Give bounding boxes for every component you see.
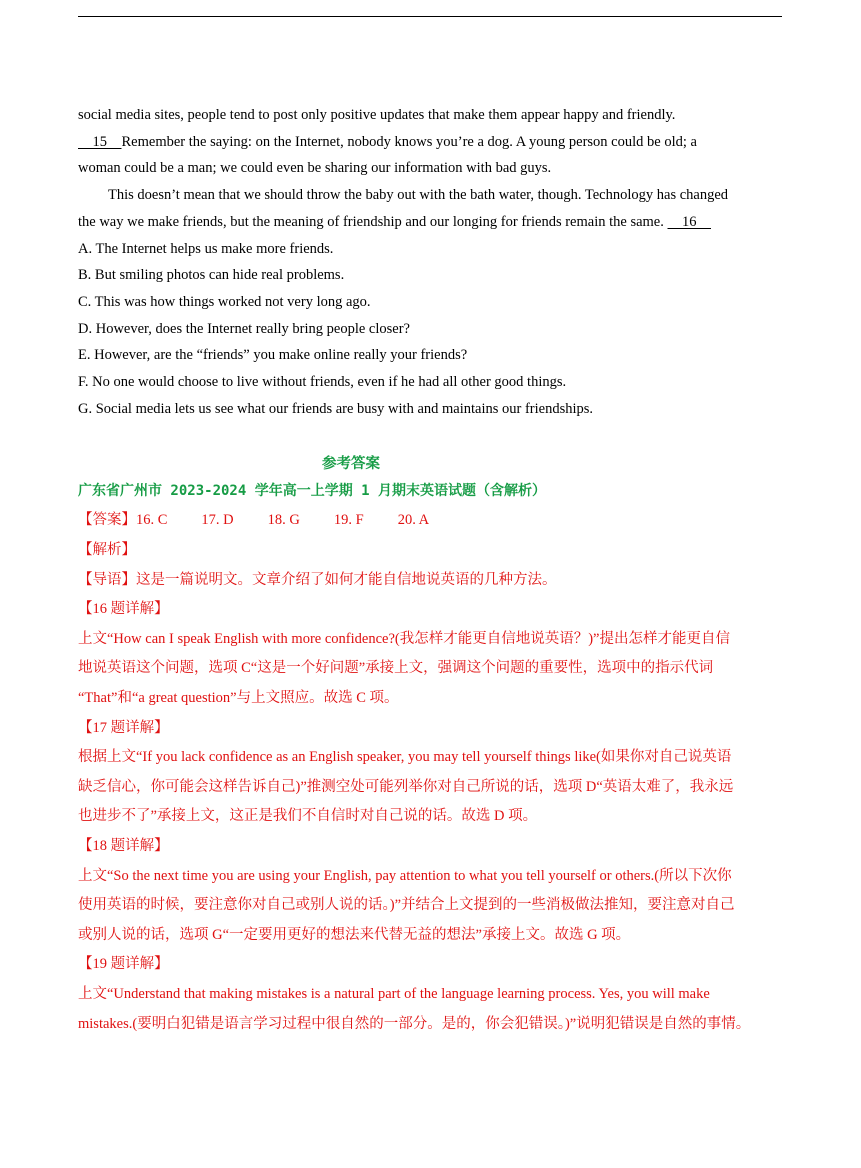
option-a: A. The Internet helps us make more friends. <box>78 240 334 257</box>
option-b: B. But smiling photos can hide real problems. <box>78 267 345 284</box>
q17-line: 缺乏信心，你可能会这样告诉自己)”推测空处可能列举你对自己所说的话，选项 D“英语太难了，我永远 <box>78 778 734 795</box>
blank-15: 15 <box>92 133 107 150</box>
answer-line <box>78 506 784 536</box>
answer-item: 16. C <box>136 512 168 529</box>
intro-text: 这是一篇说明文。文章介绍了如何才能自信地说英语的几种方法。 <box>136 571 557 588</box>
q19-line: 上文“Understand that making mistakes is a natural part of the language learning process. Yes, you will make <box>78 985 710 1002</box>
q16-tag: 【16 题详解】 <box>78 601 169 618</box>
q17-line: 也进步不了”承接上文，这正是我们不自信时对自己说的话。故选 D 项。 <box>78 808 538 825</box>
q18-line: 上文“So the next time you are using your English, pay attention to what you tell yourself or others.(所以下次你 <box>78 867 732 884</box>
option-d: D. However, does the Internet really bring people closer? <box>78 320 410 337</box>
answer-item: 17. D <box>201 512 234 529</box>
q19-tag: 【19 题详解】 <box>78 956 169 973</box>
q16-line: “That”和“a great question”与上文照应。故选 C 项。 <box>78 690 399 706</box>
answer-item: 18. G <box>267 512 300 529</box>
passage-line-blank-15: 15 Remember the saying: on the Internet, nobody knows you’re a dog. A young person could be old; a <box>78 129 784 156</box>
answer-item: 20. A <box>397 512 430 529</box>
q19-line: mistakes.(要明白犯错是语言学习过程中很自然的一部分。是的，你会犯错误。)”说明犯错误是自然的事情。 <box>78 1015 751 1032</box>
intro-tag: 【导语】 <box>78 571 136 588</box>
q18-line: 使用英语的时候，要注意你对自己或别人说的话。)”并结合上文提到的一些消极做法推知，要注意对自己 <box>78 897 735 914</box>
q17-line: 根据上文“If you lack confidence as an English speaker, you may tell yourself things like(如果你对自己说英语 <box>78 749 732 766</box>
header-rule <box>78 16 782 17</box>
intro-line <box>78 566 784 596</box>
answer-tag: 【答案】 <box>78 512 136 529</box>
option-g: G. Social media lets us see what our friends are busy with and maintains our friendships. <box>78 400 594 417</box>
passage-line: woman could be a man; we could even be sharing our information with bad guys. <box>78 160 552 177</box>
option-e: E. However, are the “friends” you make online really your friends? <box>78 347 468 364</box>
option-f: F. No one would choose to live without friends, even if he had all other good things. <box>78 374 567 391</box>
q16-line: 地说英语这个问题，选项 C“这是一个好问题”承接上文，强调这个问题的重要性，选项中的指示代词 <box>78 660 714 677</box>
document-page <box>78 102 784 1039</box>
blank-16: 16 <box>682 213 697 230</box>
q16-line: 上文“How can I speak English with more confidence?(我怎样才能更自信地说英语？)”提出怎样才能更自信 <box>78 630 730 647</box>
passage-line: This doesn’t mean that we should throw the baby out with the bath water, though. Technology has changed <box>108 187 729 204</box>
analysis-tag: 【解析】 <box>78 542 136 559</box>
q18-line: 或别人说的话，选项 G“一定要用更好的想法来代替无益的想法”承接上文。故选 G 项。 <box>78 926 631 943</box>
answer-item: 19. F <box>333 512 364 529</box>
option-c: C. This was how things worked not very long ago. <box>78 293 371 310</box>
passage-line: social media sites, people tend to post only positive updates that make them appear happy and friendly. <box>78 107 676 123</box>
passage-line-blank-16: the way we make friends, but the meaning of friendship and our longing for friends remain the same. 16 <box>78 209 784 236</box>
q17-tag: 【17 题详解】 <box>78 719 169 736</box>
q18-tag: 【18 题详解】 <box>78 837 169 854</box>
answer-heading: 参考答案 <box>322 456 380 473</box>
paper-title: 广东省广州市 2023-2024 学年高一上学期 1 月期末英语试题（含解析） <box>78 483 547 500</box>
